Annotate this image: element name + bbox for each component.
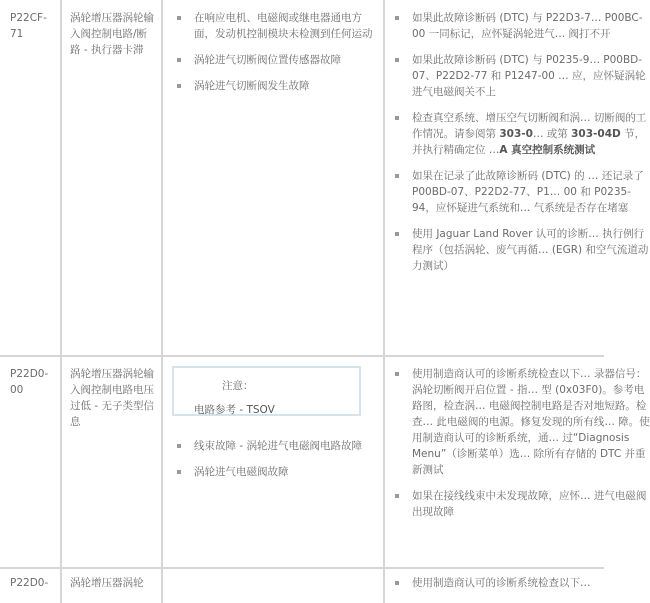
- action-text: 节，并执行精确定位 …: [412, 128, 646, 156]
- dtc-description: 涡轮增压器涡轮输入阀控制电路电压过低 - 无子类型信息: [70, 368, 154, 428]
- action-item: [390, 110, 650, 158]
- cause-item: 涡轮进气切断阀发生故障: [172, 78, 377, 94]
- note-body: 电路参考 - TSOV: [194, 404, 275, 416]
- dtc-code: P22CF-71: [10, 12, 47, 40]
- section-reference-link[interactable]: 303-0: [499, 128, 533, 140]
- action-item: 使用制造商认可的诊断系统检查以下…: [390, 575, 650, 591]
- column-divider: [161, 0, 163, 603]
- note-title: 注意：: [222, 380, 254, 392]
- action-text: 检查真空系统、增压空气切断阀和涡… 切断阀的工作情况。请参阅第: [412, 112, 647, 140]
- cause-item: 在响应电机、电磁阀或继电器通电方面，发动机控制模块未检测到任何运动: [172, 10, 377, 42]
- cause-item: 涡轮进气切断阀位置传感器故障: [172, 52, 377, 68]
- dtc-description: 涡轮增压器涡轮输入阀控制电路/断路 - 执行器卡滞: [70, 12, 154, 56]
- action-text: … 或第: [532, 128, 572, 140]
- dtc-description: 涡轮增压器涡轮: [70, 577, 144, 589]
- row-divider: [0, 355, 604, 357]
- cause-item: 涡轮进气电磁阀故障: [172, 464, 377, 480]
- possible-causes-list: [172, 438, 377, 490]
- action-item: 如果此故障诊断码 (DTC) 与 P22D3-7… P00BC-00 一同标记，应怀疑涡轮进气… 阀打不开: [390, 10, 650, 42]
- note-box: [172, 366, 361, 416]
- actions-list: [390, 10, 650, 284]
- section-reference-link[interactable]: 303-04D: [571, 128, 621, 140]
- test-reference-link[interactable]: A 真空控制系统测试: [499, 144, 596, 156]
- dtc-code: P22D0-00: [10, 368, 49, 396]
- actions-list: [390, 575, 650, 601]
- action-item: 如果在记录了此故障诊断码 (DTC) 的 … 还记录了 P00BD-07、P22D2-77、P1… 00 和 P0235-94，应怀疑进气系统和… 气系统是否存在堵塞: [390, 168, 650, 216]
- action-item: 如果此故障诊断码 (DTC) 与 P0235-9… P00BD-07、P22D2-77 和 P1247-00 … 应，应怀疑涡轮进气电磁阀关不上: [390, 52, 650, 100]
- column-divider: [383, 0, 385, 603]
- action-item: 如果在接线线束中未发现故障，应怀… 进气电磁阀出现故障: [390, 488, 650, 520]
- column-divider: [60, 0, 62, 603]
- action-item: 使用 Jaguar Land Rover 认可的诊断… 执行例行程序（包括涡轮、废气再循… (EGR) 和空气流道动力测试）: [390, 226, 650, 274]
- cause-item: 线束故障 - 涡轮进气电磁阀电路故障: [172, 438, 377, 454]
- dtc-code: P22D0-: [10, 577, 49, 589]
- row-divider: [0, 567, 604, 569]
- action-item: 使用制造商认可的诊断系统检查以下… 录器信号：涡轮切断阀开启位置 - 指… 型 (0x03F0)。参考电路图，检查涡… 电磁阀控制电路是否对地短路。检查… 此电磁阀的电源。修复发现的所有线… 障。使用制造商认可的诊断系统，通… 过“Diagnosis Menu”（诊断菜单）选… 除所有存储的 DTC 并重新测试: [390, 366, 650, 478]
- actions-list: [390, 366, 650, 530]
- possible-causes-list: [172, 10, 377, 104]
